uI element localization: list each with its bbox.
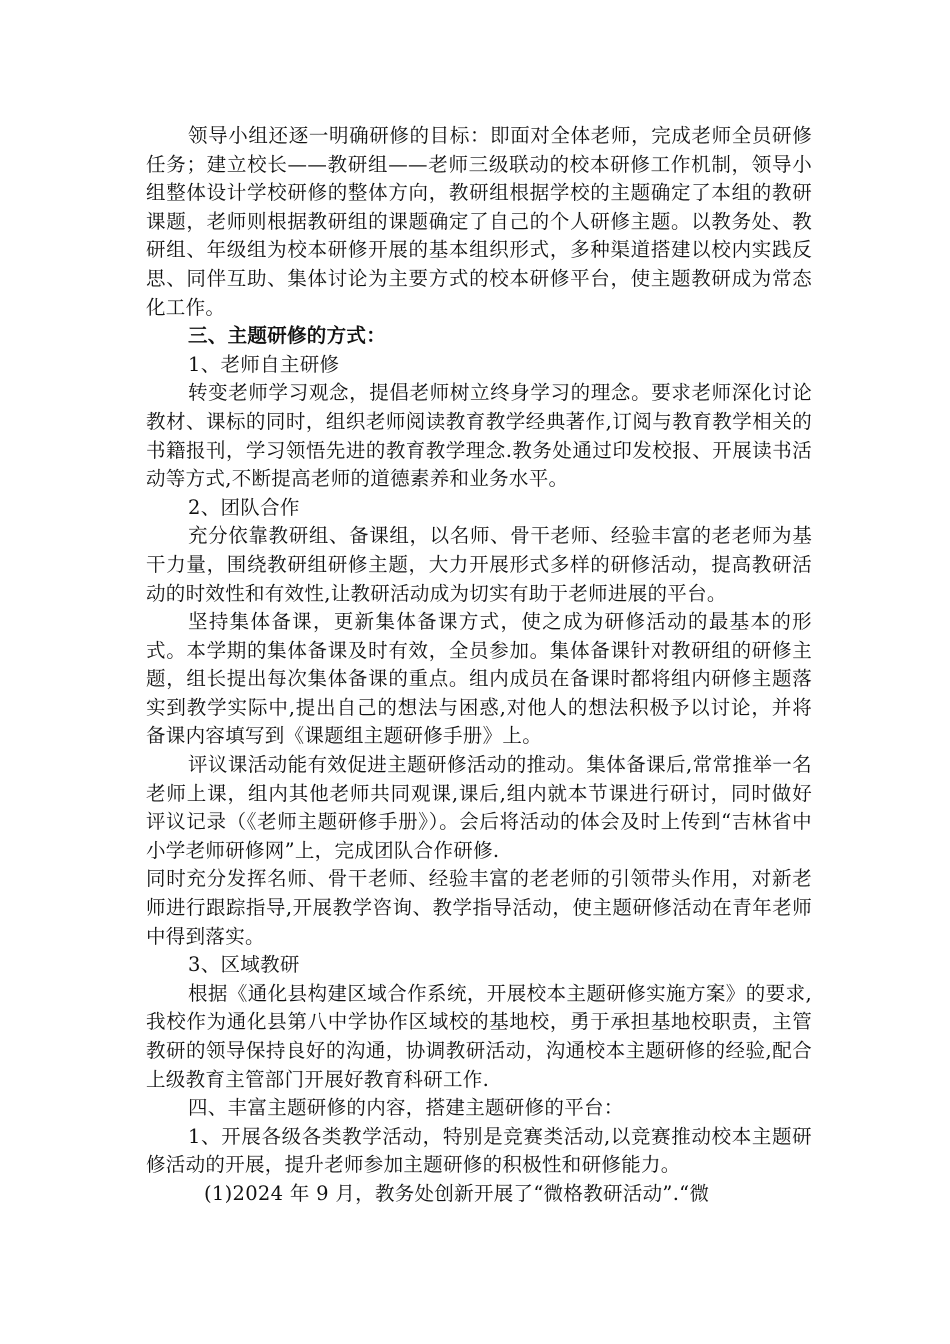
paragraph-regional-research: 根据《通化县构建区域合作系统，开展校本主题研修实施方案》的要求,我校作为通化县第八中学协作区域校的基地校，勇于承担基地校职责，主管教研的领导保持良好的沟通，协调教研活动，沟通校本主题研修的经验,配合上级教育主管部门开展好教育科研工作. <box>146 981 812 1091</box>
paragraph-lesson-review: 评议课活动能有效促进主题研修活动的推动。集体备课后,常常推举一名老师上课，组内其他老师共同观课,课后,组内就本节课进行研讨，同时做好评议记录（《老师主题研修手册》）。会后将活动的体会及时上传到“吉林省中小学老师研修网”上，完成团队合作研修. <box>146 753 812 862</box>
paragraph-team-cooperation: 充分依靠教研组、备课组，以名师、骨干老师、经验丰富的老老师为基干力量，围绕教研组研修主题，大力开展形式多样的研修活动，提高教研活动的时效性和有效性,让教研活动成为切实有助于老师进展的平台。 <box>146 524 812 605</box>
paragraph-research-goals: 领导小组还逐一明确研修的目标：即面对全体老师，完成老师全员研修任务；建立校长——教研组——老师三级联动的校本研修工作机制，领导小组整体设计学校研修的整体方向，教研组根据学校的主题确定了本组的教研课题，老师则根据教研组的课题确定了自己的个人研修主题。以教务处、教研组、年级组为校本研修开展的基本组织形式，多种渠道搭建以校内实践反思、同伴互助、集体讨论为主要方式的校本研修平台，使主题教研成为常态化工作。 <box>146 124 812 319</box>
subheading-team-cooperation: 2、团队合作 <box>188 495 300 519</box>
paragraph-mentoring: 同时充分发挥名师、骨干老师、经验丰富的老老师的引领带头作用，对新老师进行跟踪指导,开展教学咨询、教学指导活动，使主题研修活动在青年老师中得到落实。 <box>146 867 812 948</box>
section-heading-enrich-content: 四、丰富主题研修的内容，搭建主题研修的平台： <box>188 1096 624 1120</box>
subheading-self-study: 1、老师自主研修 <box>188 352 340 376</box>
paragraph-self-study: 转变老师学习观念，提倡老师树立终身学习的理念。要求老师深化讨论教材、课标的同时，组织老师阅读教育教学经典著作,订阅与教育教学相关的书籍报刊，学习领悟先进的教育教学理念.教务处通过印发校报、开展读书活动等方式,不断提高老师的道德素养和业务水平。 <box>146 381 812 491</box>
paragraph-microteaching: (1)2024 年 9 月，教务处创新开展了“微格教研活动”.“微 <box>204 1181 710 1205</box>
section-heading-research-methods: 三、主题研修的方式： <box>188 324 387 348</box>
paragraph-teaching-activities: 1、开展各级各类教学活动，特别是竞赛类活动,以竞赛推动校本主题研修活动的开展，提升老师参加主题研修的积极性和研修能力。 <box>146 1124 812 1177</box>
paragraph-collective-lesson-prep: 坚持集体备课，更新集体备课方式，使之成为研修活动的最基本的形式。本学期的集体备课及时有效，全员参加。集体备课针对教研组的研修主题，组长提出每次集体备课的重点。组内成员在备课时都将组内研修主题落实到教学实际中,提出自己的想法与困惑,对他人的想法积极予以讨论，并将备课内容填写到《课题组主题研修手册》上。 <box>146 610 812 748</box>
document-body <box>146 122 812 1209</box>
subheading-regional-research: 3、区域教研 <box>188 953 300 977</box>
